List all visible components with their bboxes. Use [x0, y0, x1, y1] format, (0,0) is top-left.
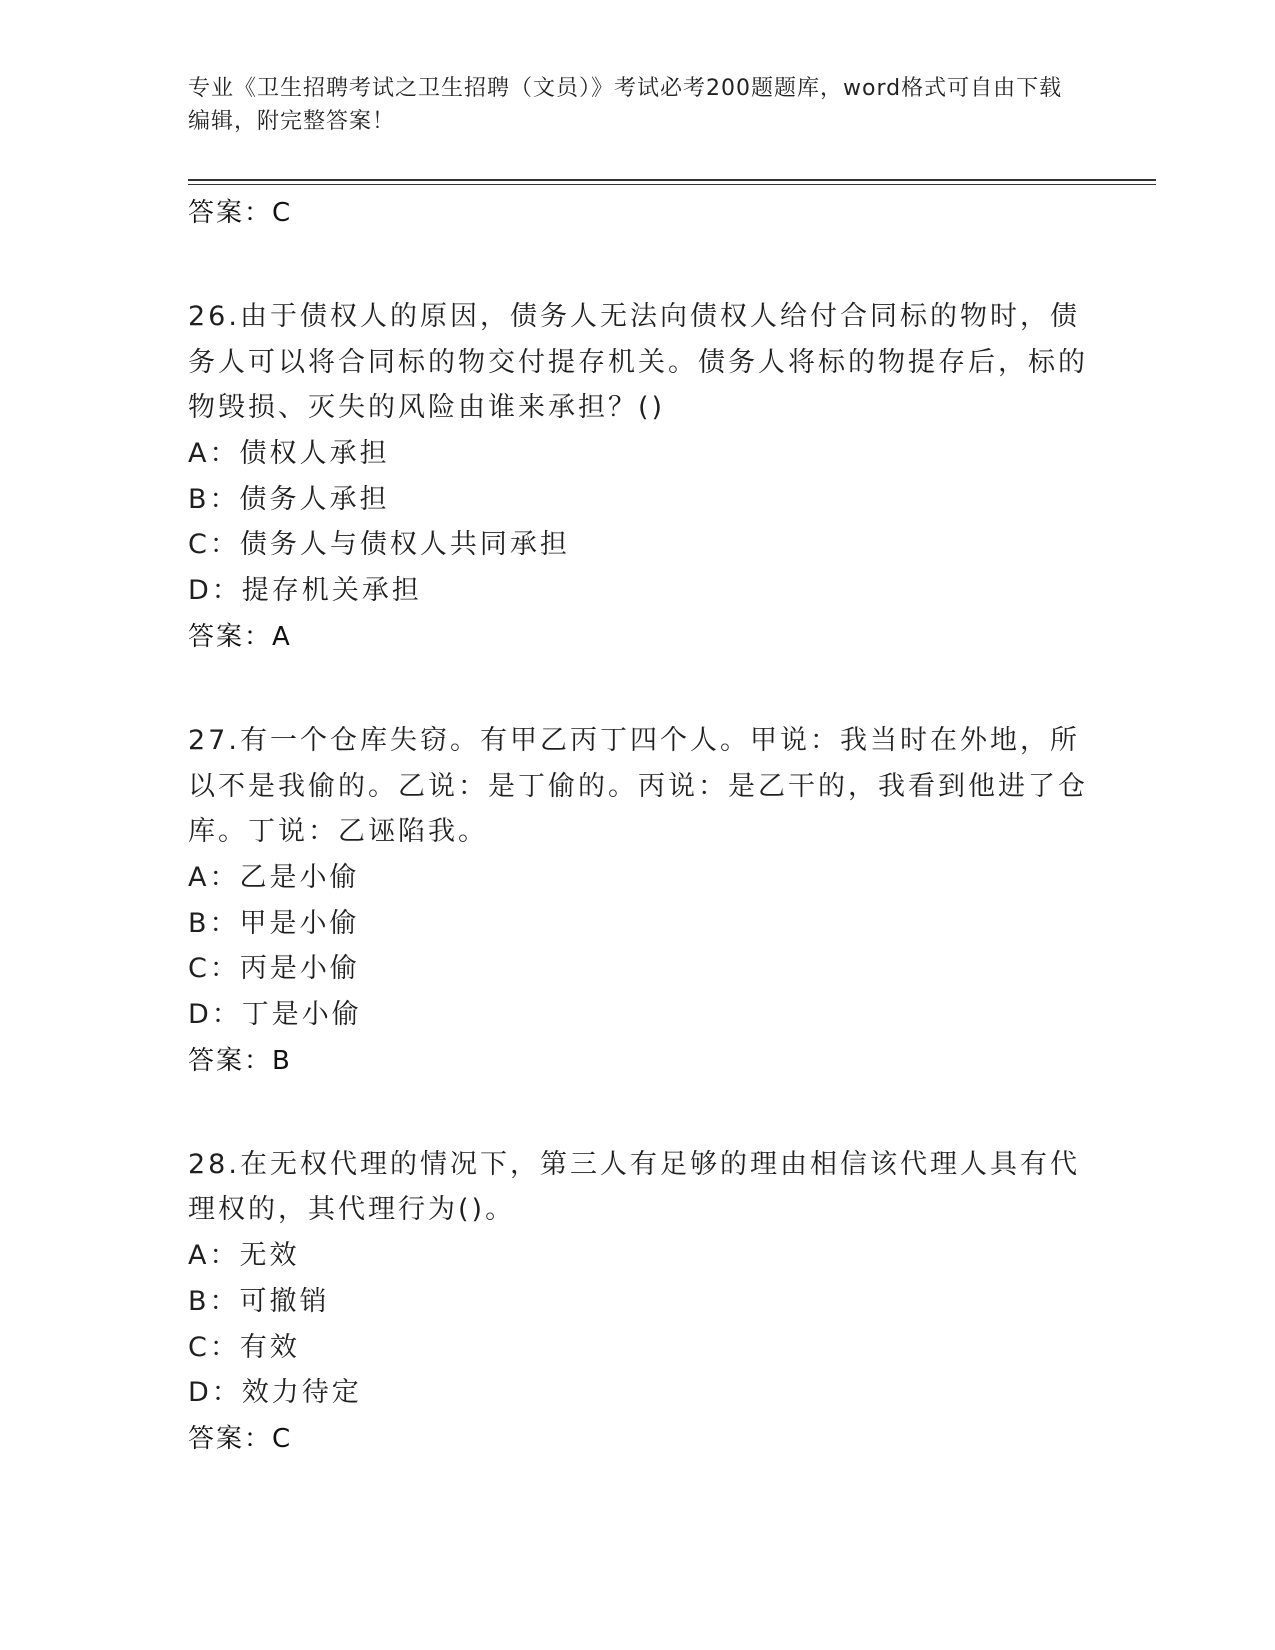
- question-stem: 27.有一个仓库失窃。有甲乙丙丁四个人。甲说：我当时在外地，所以不是我偷的。乙说：是丁偷的。丙说：是乙干的，我看到他进了仓库。丁说：乙诬陷我。: [188, 724, 1088, 848]
- answer-line: 答案：C: [188, 1423, 293, 1454]
- question-stem: 26.由于债权人的原因，债务人无法向债权人给付合同标的物时，债务人可以将合同标的物交付提存机关。债务人将标的物提存后，标的物毁损、灭失的风险由谁来承担？(): [188, 301, 1088, 424]
- header-divider: [188, 179, 1156, 185]
- option-a: A：债权人承担: [188, 438, 390, 470]
- option-c: C：债务人与债权人共同承担: [188, 529, 570, 561]
- document-header: 专业《卫生招聘考试之卫生招聘（文员）》考试必考200题题库，word格式可自由下载编辑，附完整答案！: [188, 76, 1063, 134]
- option-a: A：无效: [188, 1240, 300, 1272]
- question-26: [188, 294, 1088, 660]
- answer-line: 答案：C: [188, 198, 293, 228]
- option-c: C：有效: [188, 1331, 300, 1363]
- question-27: [188, 718, 1088, 1084]
- option-a: A：乙是小偷: [188, 861, 360, 893]
- option-d: D：效力待定: [188, 1377, 362, 1409]
- option-b: B：债务人承担: [188, 483, 390, 515]
- question-28: [188, 1142, 1088, 1462]
- answer-line: 答案：A: [188, 621, 292, 652]
- question-stem: 28.在无权代理的情况下，第三人有足够的理由相信该代理人具有代理权的，其代理行为()。: [188, 1148, 1080, 1226]
- option-d: D：提存机关承担: [188, 575, 422, 607]
- option-c: C：丙是小偷: [188, 953, 360, 985]
- option-d: D：丁是小偷: [188, 999, 362, 1031]
- option-b: B：可撤销: [188, 1285, 330, 1317]
- answer-line: 答案：B: [188, 1045, 292, 1076]
- option-b: B：甲是小偷: [188, 907, 360, 939]
- question-list: [188, 190, 1088, 1462]
